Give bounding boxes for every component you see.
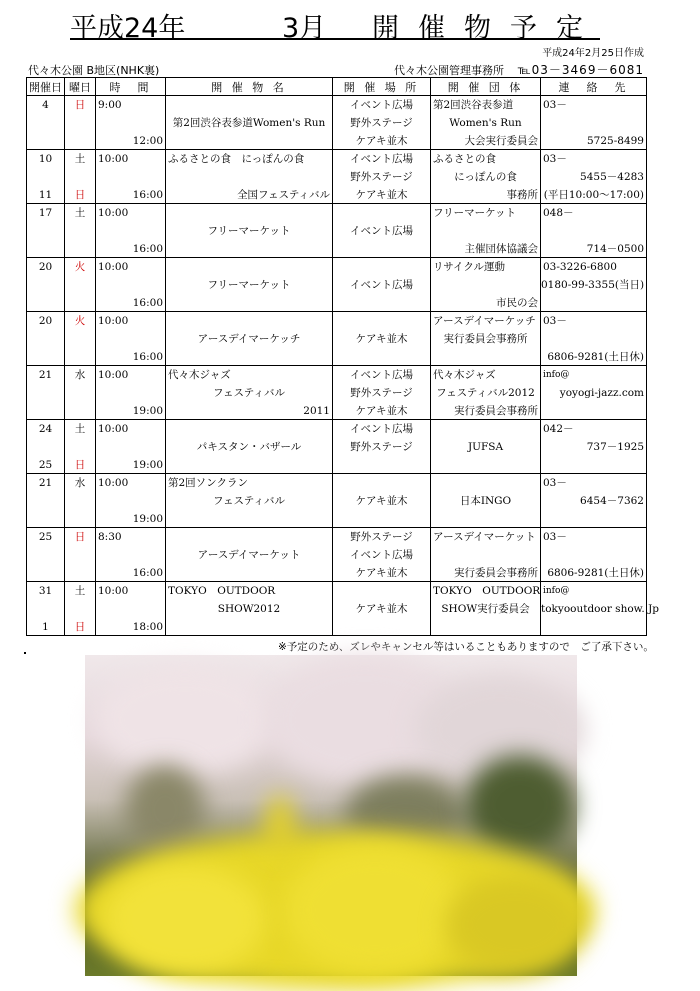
cell-organizer [431, 258, 541, 312]
contact-line-2: tokyooutdoor show. Jp [541, 603, 660, 615]
event-line-3 [166, 132, 332, 150]
cell-contact [541, 312, 647, 366]
cell-event [166, 96, 333, 150]
date-line-1: 10 [38, 153, 53, 165]
cell-organizer [431, 204, 541, 258]
contact-line-3: 714－0500 [586, 243, 644, 255]
col-header-weekday: 曜日 [65, 78, 96, 96]
title-year: 平成24年 [70, 13, 186, 44]
venue-line-2: イベント広場 [350, 549, 413, 561]
weekday-line-1: 日 [74, 99, 86, 111]
event-line-3 [166, 240, 332, 258]
cell-weekday [65, 150, 96, 204]
weekday-line-1: 土 [74, 207, 86, 219]
event-line-2: フェスティバル [213, 495, 285, 507]
contact-line-1: 042－ [543, 423, 574, 435]
organizer-line-1: フリーマーケット [433, 207, 517, 219]
contact-line-3: 6806-9281(土日休) [547, 351, 644, 363]
time-line-1: 9:00 [98, 99, 122, 111]
col-header-time: 時 間 [96, 78, 166, 96]
event-line-1 [166, 204, 332, 222]
cell-event [166, 420, 333, 474]
cell-time [96, 258, 166, 312]
venue-line-1 [333, 258, 430, 276]
cell-contact [541, 474, 647, 528]
venue-line-3 [333, 456, 430, 474]
event-line-2: アースデイマーケッチ [197, 333, 301, 345]
weekday-line-1: 日 [74, 531, 86, 543]
organizer-line-3 [431, 510, 540, 528]
date-line-1: 17 [38, 207, 53, 219]
venue-line-3 [333, 348, 430, 366]
event-line-3 [166, 618, 332, 636]
cell-event [166, 258, 333, 312]
venue-line-1: 野外ステージ [350, 531, 413, 543]
organizer-line-3 [431, 348, 540, 366]
cell-contact [541, 150, 647, 204]
event-line-1 [166, 312, 332, 330]
cell-venue [333, 204, 431, 258]
event-line-1 [166, 96, 332, 114]
cell-contact [541, 366, 647, 420]
contact-line-2: 6454－7362 [580, 495, 644, 507]
table-row [27, 150, 647, 204]
page-title [70, 6, 602, 44]
event-line-2: アースデイマーケット [197, 549, 301, 561]
cell-event [166, 150, 333, 204]
contact-line-3 [541, 402, 646, 420]
contact-line-1: 03－ [543, 531, 567, 543]
cell-time [96, 366, 166, 420]
event-line-3 [166, 348, 332, 366]
venue-line-2: 野外ステージ [350, 387, 413, 399]
cell-time [96, 582, 166, 636]
venue-line-2: 野外ステージ [350, 171, 413, 183]
disclaimer-note: ※予定のため、ズレやキャンセル等はいることもありますので ご了承下さい。 [278, 641, 654, 653]
date-line-1: 21 [38, 369, 53, 381]
cell-date [27, 528, 65, 582]
table-row [27, 366, 647, 420]
cell-time [96, 420, 166, 474]
contact-line-3: 6806-9281(土日休) [547, 567, 644, 579]
contact-line-3: 5725-8499 [587, 135, 644, 147]
contact-line-2: 5455－4283 [580, 171, 644, 183]
weekday-line-1: 土 [74, 585, 86, 597]
date-line-3 [27, 510, 64, 528]
date-line-1: 31 [38, 585, 53, 597]
cell-date [27, 366, 65, 420]
cell-venue [333, 258, 431, 312]
cell-venue [333, 312, 431, 366]
weekday-line-1: 火 [74, 315, 86, 327]
table-row [27, 582, 647, 636]
rapeseed-blossom-photo [85, 655, 577, 976]
venue-line-1: イベント広場 [350, 153, 413, 165]
cell-time [96, 204, 166, 258]
weekday-line-3 [65, 402, 95, 420]
cell-weekday [65, 420, 96, 474]
contact-line-1: 03－ [543, 153, 567, 165]
cell-organizer [431, 96, 541, 150]
event-line-1 [166, 528, 332, 546]
cell-weekday [65, 528, 96, 582]
organizer-line-3: 大会実行委員会 [464, 135, 538, 147]
table-row [27, 96, 647, 150]
date-line-3 [27, 294, 64, 312]
cell-time [96, 96, 166, 150]
cell-event [166, 366, 333, 420]
cell-venue [333, 582, 431, 636]
cell-time [96, 528, 166, 582]
date-line-3: 11 [38, 189, 53, 201]
table-row [27, 474, 647, 528]
organizer-line-3: 市民の会 [496, 297, 538, 309]
contact-line-3 [541, 456, 646, 474]
cell-organizer [431, 474, 541, 528]
contact-line-1: 048－ [543, 207, 574, 219]
cell-venue [333, 150, 431, 204]
event-line-2: SHOW2012 [217, 603, 281, 615]
event-line-2: フリーマーケット [207, 279, 291, 291]
event-line-1 [166, 420, 332, 438]
time-line-3: 16:00 [132, 567, 163, 579]
table-row [27, 204, 647, 258]
venue-line-1 [333, 582, 430, 600]
office-tel: ℡03－3469－6081 [517, 63, 644, 77]
time-line-1: 10:00 [98, 261, 129, 273]
date-line-3 [27, 402, 64, 420]
time-line-3: 18:00 [132, 621, 163, 633]
venue-line-1: イベント広場 [350, 369, 413, 381]
cell-date [27, 96, 65, 150]
venue-line-1: イベント広場 [350, 423, 413, 435]
date-line-3 [27, 132, 64, 150]
cell-contact [541, 528, 647, 582]
cell-contact [541, 420, 647, 474]
time-line-1: 10:00 [98, 315, 129, 327]
date-line-3: 1 [42, 621, 49, 633]
cell-event [166, 582, 333, 636]
organizer-line-2: にっぽんの食 [454, 171, 517, 183]
organizer-line-1: ふるさとの食 [433, 153, 496, 165]
time-line-1: 10:00 [98, 423, 129, 435]
venue-line-3: ケアキ並木 [355, 135, 408, 147]
time-line-1: 10:00 [98, 477, 129, 489]
organizer-line-1 [431, 474, 540, 492]
contact-line-1: 03－ [543, 315, 567, 327]
organizer-line-2 [431, 276, 540, 294]
date-line-1: 20 [38, 315, 53, 327]
time-line-1: 8:30 [98, 531, 122, 543]
cell-time [96, 474, 166, 528]
organizer-line-2: 日本INGO [459, 495, 512, 507]
venue-line-2: 野外ステージ [350, 117, 413, 129]
cell-weekday [65, 96, 96, 150]
cell-time [96, 150, 166, 204]
weekday-line-3 [65, 132, 95, 150]
title-label: 開催物予定 [372, 13, 602, 44]
organizer-line-3: 実行委員会事務所 [454, 405, 538, 417]
office-label: 代々木公園管理事務所 [394, 64, 504, 77]
venue-line-2: ケアキ並木 [355, 495, 408, 507]
contact-line-3 [541, 618, 646, 636]
table-header-row [27, 78, 647, 96]
contact-line-1: 03－ [543, 99, 567, 111]
organizer-line-1: 第2回渋谷表参道 [433, 99, 514, 111]
cell-weekday [65, 204, 96, 258]
cell-contact [541, 96, 647, 150]
contact-line-3 [541, 294, 646, 312]
event-line-1: 第2回ソンクラン [168, 477, 248, 489]
time-line-1: 10:00 [98, 153, 129, 165]
venue-line-2: 野外ステージ [350, 441, 413, 453]
cell-date [27, 474, 65, 528]
weekday-line-3 [65, 348, 95, 366]
date-line-1: 4 [42, 99, 49, 111]
event-line-1 [166, 258, 332, 276]
cell-contact [541, 204, 647, 258]
weekday-line-3 [65, 240, 95, 258]
col-header-contact: 連 絡 先 [541, 78, 647, 96]
event-line-3: 2011 [303, 405, 330, 417]
organizer-line-1: アースデイマーケット [433, 531, 536, 543]
contact-line-2 [541, 330, 646, 348]
table-row [27, 258, 647, 312]
venue-line-3: ケアキ並木 [355, 405, 408, 417]
cell-venue [333, 474, 431, 528]
venue-line-3 [333, 618, 430, 636]
organizer-line-3 [431, 618, 540, 636]
organizer-line-2: フェスティバル2012 [436, 387, 535, 399]
weekday-line-3: 日 [74, 459, 86, 471]
schedule-table [26, 77, 660, 636]
time-line-3: 16:00 [132, 243, 163, 255]
event-line-3 [166, 510, 332, 528]
cell-weekday [65, 312, 96, 366]
cell-venue [333, 366, 431, 420]
cell-event [166, 528, 333, 582]
venue-line-1 [333, 312, 430, 330]
cell-weekday [65, 366, 96, 420]
cell-organizer [431, 366, 541, 420]
weekday-line-1: 土 [74, 423, 86, 435]
venue-line-3: ケアキ並木 [355, 567, 408, 579]
time-line-3: 19:00 [132, 459, 163, 471]
venue-line-1 [333, 204, 430, 222]
venue-line-1 [333, 474, 430, 492]
date-line-1: 20 [38, 261, 53, 273]
organizer-line-2: SHOW実行委員会 [441, 603, 530, 615]
contact-line-1: 03－ [543, 477, 567, 489]
event-line-3 [166, 456, 332, 474]
event-line-2 [166, 168, 332, 186]
weekday-line-3: 日 [74, 189, 86, 201]
weekday-line-3 [65, 564, 95, 582]
organizer-line-3: 事務所 [506, 189, 538, 201]
weekday-line-1: 水 [74, 369, 86, 381]
cell-venue [333, 96, 431, 150]
cell-event [166, 312, 333, 366]
cell-date [27, 420, 65, 474]
date-line-3: 25 [38, 459, 53, 471]
event-line-2: パキスタン・バザール [196, 441, 302, 453]
contact-line-1: info@ [543, 586, 570, 596]
contact-line-2 [541, 546, 646, 564]
organizer-line-3 [431, 456, 540, 474]
organizer-line-2: 実行委員会事務所 [443, 333, 528, 345]
organizer-line-1 [431, 420, 540, 438]
date-line-1: 21 [38, 477, 53, 489]
table-row [27, 528, 647, 582]
cell-date [27, 258, 65, 312]
time-line-3: 16:00 [132, 351, 163, 363]
time-line-1: 10:00 [98, 585, 129, 597]
organizer-line-2: JUFSA [467, 441, 504, 453]
venue-line-2: ケアキ並木 [355, 603, 408, 615]
cell-organizer [431, 150, 541, 204]
event-line-2: フェスティバル [213, 387, 285, 399]
contact-line-1: 03-3226-6800 [543, 261, 617, 273]
weekday-line-1: 水 [74, 477, 86, 489]
col-header-venue: 開 催 場 所 [333, 78, 431, 96]
cell-event [166, 474, 333, 528]
event-line-1: ふるさとの食 にっぽんの食 [168, 153, 305, 165]
time-line-1: 10:00 [98, 369, 129, 381]
contact-line-1: info@ [543, 370, 570, 380]
date-line-3 [27, 348, 64, 366]
table-row [27, 312, 647, 366]
cell-contact [541, 258, 647, 312]
contact-line-2 [541, 114, 646, 132]
created-date: 平成24年2月25日作成 [542, 48, 644, 59]
contact-line-3 [541, 510, 646, 528]
time-line-3: 16:00 [132, 189, 163, 201]
venue-line-3 [333, 510, 430, 528]
cell-time [96, 312, 166, 366]
time-line-1: 10:00 [98, 207, 129, 219]
contact-line-2: 0180-99-3355(当日) [541, 279, 645, 291]
col-header-event: 開 催 物 名 [166, 78, 333, 96]
contact-line-2: 737－1925 [586, 441, 644, 453]
table-row [27, 420, 647, 474]
cell-venue [333, 528, 431, 582]
event-line-3: 全国フェスティバル [237, 189, 330, 201]
cell-organizer [431, 528, 541, 582]
venue-line-2: イベント広場 [350, 225, 413, 237]
event-line-2: 第2回渋谷表参道Women's Run [172, 117, 326, 129]
date-line-1: 25 [38, 531, 53, 543]
organizer-line-3: 主催団体協議会 [464, 243, 538, 255]
event-line-3 [166, 294, 332, 312]
venue-line-2: ケアキ並木 [355, 333, 408, 345]
weekday-line-3 [65, 510, 95, 528]
cell-weekday [65, 582, 96, 636]
cell-organizer [431, 312, 541, 366]
event-line-3 [166, 564, 332, 582]
organizer-line-2 [431, 546, 540, 564]
contact-line-3: (平日10:00～17:00) [543, 189, 644, 201]
cell-event [166, 204, 333, 258]
cell-contact [541, 582, 660, 636]
col-header-organizer: 開 催 団 体 [431, 78, 541, 96]
weekday-line-3 [65, 294, 95, 312]
cell-organizer [431, 582, 541, 636]
cell-venue [333, 420, 431, 474]
cell-date [27, 582, 65, 636]
venue-line-3: ケアキ並木 [355, 189, 408, 201]
venue-line-3 [333, 240, 430, 258]
venue-line-3 [333, 294, 430, 312]
title-month: 3月 [282, 13, 327, 44]
organizer-line-2: Women's Run [449, 117, 522, 129]
event-line-2: フリーマーケット [207, 225, 291, 237]
time-line-3: 16:00 [132, 297, 163, 309]
cell-organizer [431, 420, 541, 474]
venue-line-2: イベント広場 [350, 279, 413, 291]
organizer-line-3: 実行委員会事務所 [454, 567, 538, 579]
date-line-3 [27, 564, 64, 582]
weekday-line-3: 日 [74, 621, 86, 633]
event-line-1: TOKYO OUTDOOR [168, 585, 276, 597]
cell-date [27, 204, 65, 258]
contact-line-2 [541, 222, 646, 240]
date-line-3 [27, 240, 64, 258]
weekday-line-1: 土 [74, 153, 86, 165]
organizer-line-1: アースデイマーケッチ [433, 315, 536, 327]
location-label: 代々木公園 B地区(NHK裏) [28, 64, 160, 77]
time-line-3: 19:00 [132, 405, 163, 417]
organizer-line-2 [431, 222, 540, 240]
organizer-line-1: リサイクル運動 [433, 261, 506, 273]
bullet-dot [24, 652, 26, 654]
weekday-line-1: 火 [74, 261, 86, 273]
venue-line-1: イベント広場 [350, 99, 413, 111]
cell-weekday [65, 474, 96, 528]
contact-line-2: yoyogi-jazz.com [559, 387, 644, 399]
cell-date [27, 150, 65, 204]
organizer-line-1: 代々木ジャズ [433, 369, 496, 381]
event-line-1: 代々木ジャズ [168, 369, 231, 381]
time-line-3: 12:00 [132, 135, 163, 147]
cell-date [27, 312, 65, 366]
date-line-1: 24 [38, 423, 53, 435]
col-header-date: 開催日 [27, 78, 65, 96]
cell-weekday [65, 258, 96, 312]
organizer-line-1: TOKYO OUTDOOR [433, 585, 541, 597]
time-line-3: 19:00 [132, 513, 163, 525]
